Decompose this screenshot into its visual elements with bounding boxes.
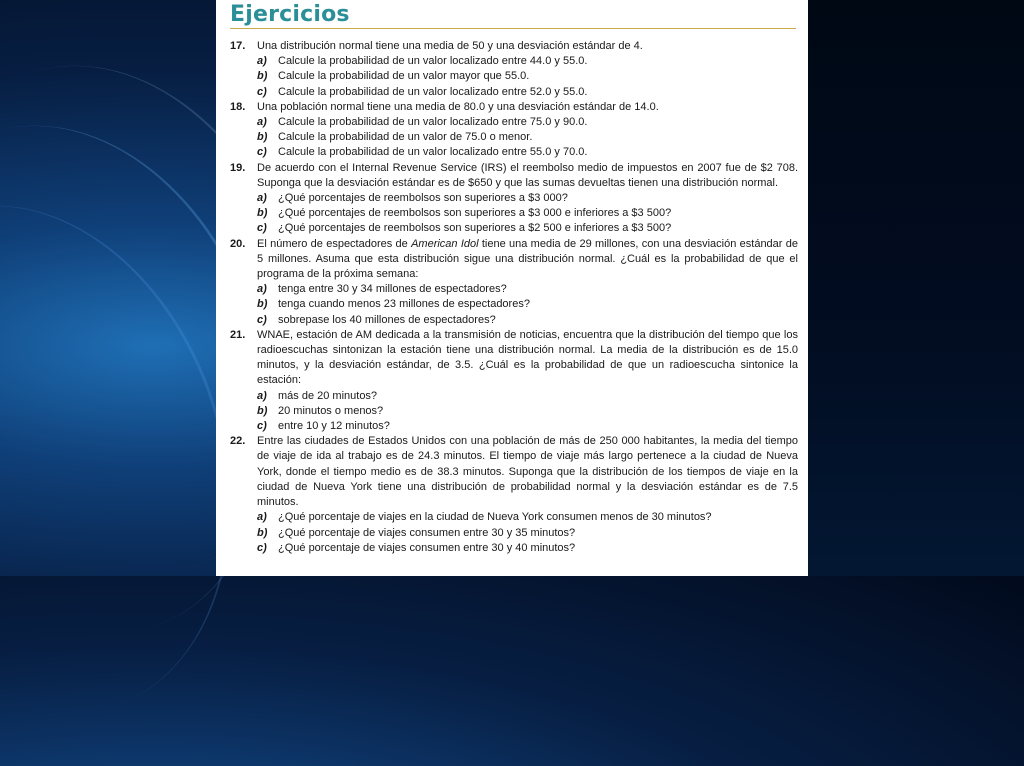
exercise-item [257, 313, 798, 328]
item-letter: b) [257, 70, 268, 83]
item-letter: c) [257, 541, 267, 554]
exercise-number: 20. [230, 237, 246, 250]
exercise-item [257, 85, 798, 100]
item-letter: a) [257, 283, 267, 296]
item-text: sobrepase los 40 millones de espectadores? [278, 313, 496, 326]
exercise-statement: WNAE, estación de AM dedicada a la transmisión de noticias, encuentra que la distribución del tiempo que los radioescuchas sintonizan la estación tiene una distribución normal. La media de la distribución es de 15.0 minutos, y la desviación estándar, de 3.5. ¿Cuál es la probabilidad de que un radioescucha sintonice la estación: [257, 328, 798, 387]
item-letter: c) [257, 85, 267, 98]
item-text: Calcule la probabilidad de un valor mayor que 55.0. [278, 70, 530, 83]
item-text: tenga entre 30 y 34 millones de espectadores? [278, 283, 507, 296]
exercise-item [257, 541, 798, 556]
exercise-21 [230, 328, 798, 434]
item-text: entre 10 y 12 minutos? [278, 420, 390, 433]
exercise-statement: De acuerdo con el Internal Revenue Service (IRS) el reembolso medio de impuestos en 2007 fue de $2 708. Suponga que la desviación estándar es de $650 y que las sumas devueltas tienen una distribución normal. [257, 161, 798, 189]
item-text: ¿Qué porcentajes de reembolsos son superiores a $3 000? [278, 192, 568, 205]
item-text: ¿Qué porcentajes de reembolsos son superiores a $2 500 e inferiores a $3 500? [278, 222, 672, 235]
exercise-item [257, 54, 798, 69]
item-text: Calcule la probabilidad de un valor localizado entre 75.0 y 90.0. [278, 116, 588, 129]
page-heading: Ejercicios [230, 2, 350, 27]
item-letter: a) [257, 192, 267, 205]
item-letter: a) [257, 511, 267, 524]
item-text: Calcule la probabilidad de un valor localizado entre 44.0 y 55.0. [278, 55, 588, 68]
document-page [216, 0, 808, 576]
exercise-number: 18. [230, 100, 246, 113]
item-letter: c) [257, 146, 267, 159]
item-letter: c) [257, 313, 267, 326]
item-text: Calcule la probabilidad de un valor localizado entre 55.0 y 70.0. [278, 146, 588, 159]
exercise-item [257, 69, 798, 84]
item-text: ¿Qué porcentaje de viajes consumen entre 30 y 40 minutos? [278, 541, 576, 554]
item-letter: a) [257, 116, 267, 129]
item-text: ¿Qué porcentaje de viajes en la ciudad de Nueva York consumen menos de 30 minutos? [278, 511, 712, 524]
item-letter: c) [257, 420, 267, 433]
item-letter: a) [257, 55, 267, 68]
exercise-number: 19. [230, 161, 246, 174]
item-text: ¿Qué porcentaje de viajes consumen entre 30 y 35 minutos? [278, 526, 576, 539]
exercise-item [257, 389, 798, 404]
exercise-statement: Una distribución normal tiene una media de 50 y una desviación estándar de 4. [257, 40, 643, 52]
exercise-item [257, 115, 798, 130]
exercise-item [257, 221, 798, 236]
item-text: Calcule la probabilidad de un valor localizado entre 52.0 y 55.0. [278, 85, 588, 98]
exercise-number: 22. [230, 435, 246, 448]
item-text: ¿Qué porcentajes de reembolsos son superiores a $3 000 e inferiores a $3 500? [278, 207, 672, 220]
exercise-item [257, 510, 798, 525]
item-letter: b) [257, 298, 268, 311]
item-text: tenga cuando menos 23 millones de espectadores? [278, 298, 530, 311]
exercise-item [257, 404, 798, 419]
item-text: Calcule la probabilidad de un valor de 75.0 o menor. [278, 131, 533, 144]
exercise-number: 17. [230, 40, 246, 52]
exercise-statement [257, 237, 798, 283]
exercise-22 [230, 434, 798, 556]
exercise-item [257, 206, 798, 221]
exercise-item [257, 419, 798, 434]
statement-text: tiene una media de 29 millones, con una desviación estándar de 5 millones. Asuma que esta distribución sigue una distribución normal. ¿Cuál es la probabilidad de que el programa de la próxima semana: [257, 237, 798, 281]
item-text: 20 minutos o menos? [278, 404, 384, 417]
item-text: más de 20 minutos? [278, 389, 378, 402]
heading-rule [230, 28, 796, 29]
exercise-statement: Una población normal tiene una media de 80.0 y una desviación estándar de 14.0. [257, 100, 659, 113]
item-letter: c) [257, 222, 267, 235]
exercise-statement: Entre las ciudades de Estados Unidos con una población de más de 250 000 habitantes, la media del tiempo de viaje de ida al trabajo es de 24.3 minutos. El tiempo de viaje más largo pertenece a la ciudad de Nueva York, donde el tiempo medio es de 38.3 minutos. Suponga que la distribución de los tiempos de viaje en la ciudad de Nueva York tiene una distribución de probabilidad normal y la desviación estándar es de 7.5 minutos. [257, 435, 798, 509]
exercise-18 [230, 100, 798, 161]
exercise-item [257, 191, 798, 206]
exercise-list [230, 39, 798, 556]
exercise-number: 21. [230, 328, 246, 341]
item-letter: b) [257, 526, 268, 539]
background-right-panel [808, 0, 1024, 576]
exercise-item [257, 145, 798, 160]
exercise-item [257, 130, 798, 145]
exercise-19 [230, 161, 798, 237]
statement-text: El número de espectadores de [257, 237, 412, 250]
exercise-20 [230, 237, 798, 328]
item-letter: a) [257, 389, 267, 402]
item-letter: b) [257, 404, 268, 417]
item-letter: b) [257, 131, 268, 144]
show-title: American Idol [411, 237, 479, 250]
exercise-item [257, 282, 798, 297]
exercise-17 [230, 39, 798, 100]
exercise-item [257, 297, 798, 312]
item-letter: b) [257, 207, 268, 220]
exercise-item [257, 526, 798, 541]
